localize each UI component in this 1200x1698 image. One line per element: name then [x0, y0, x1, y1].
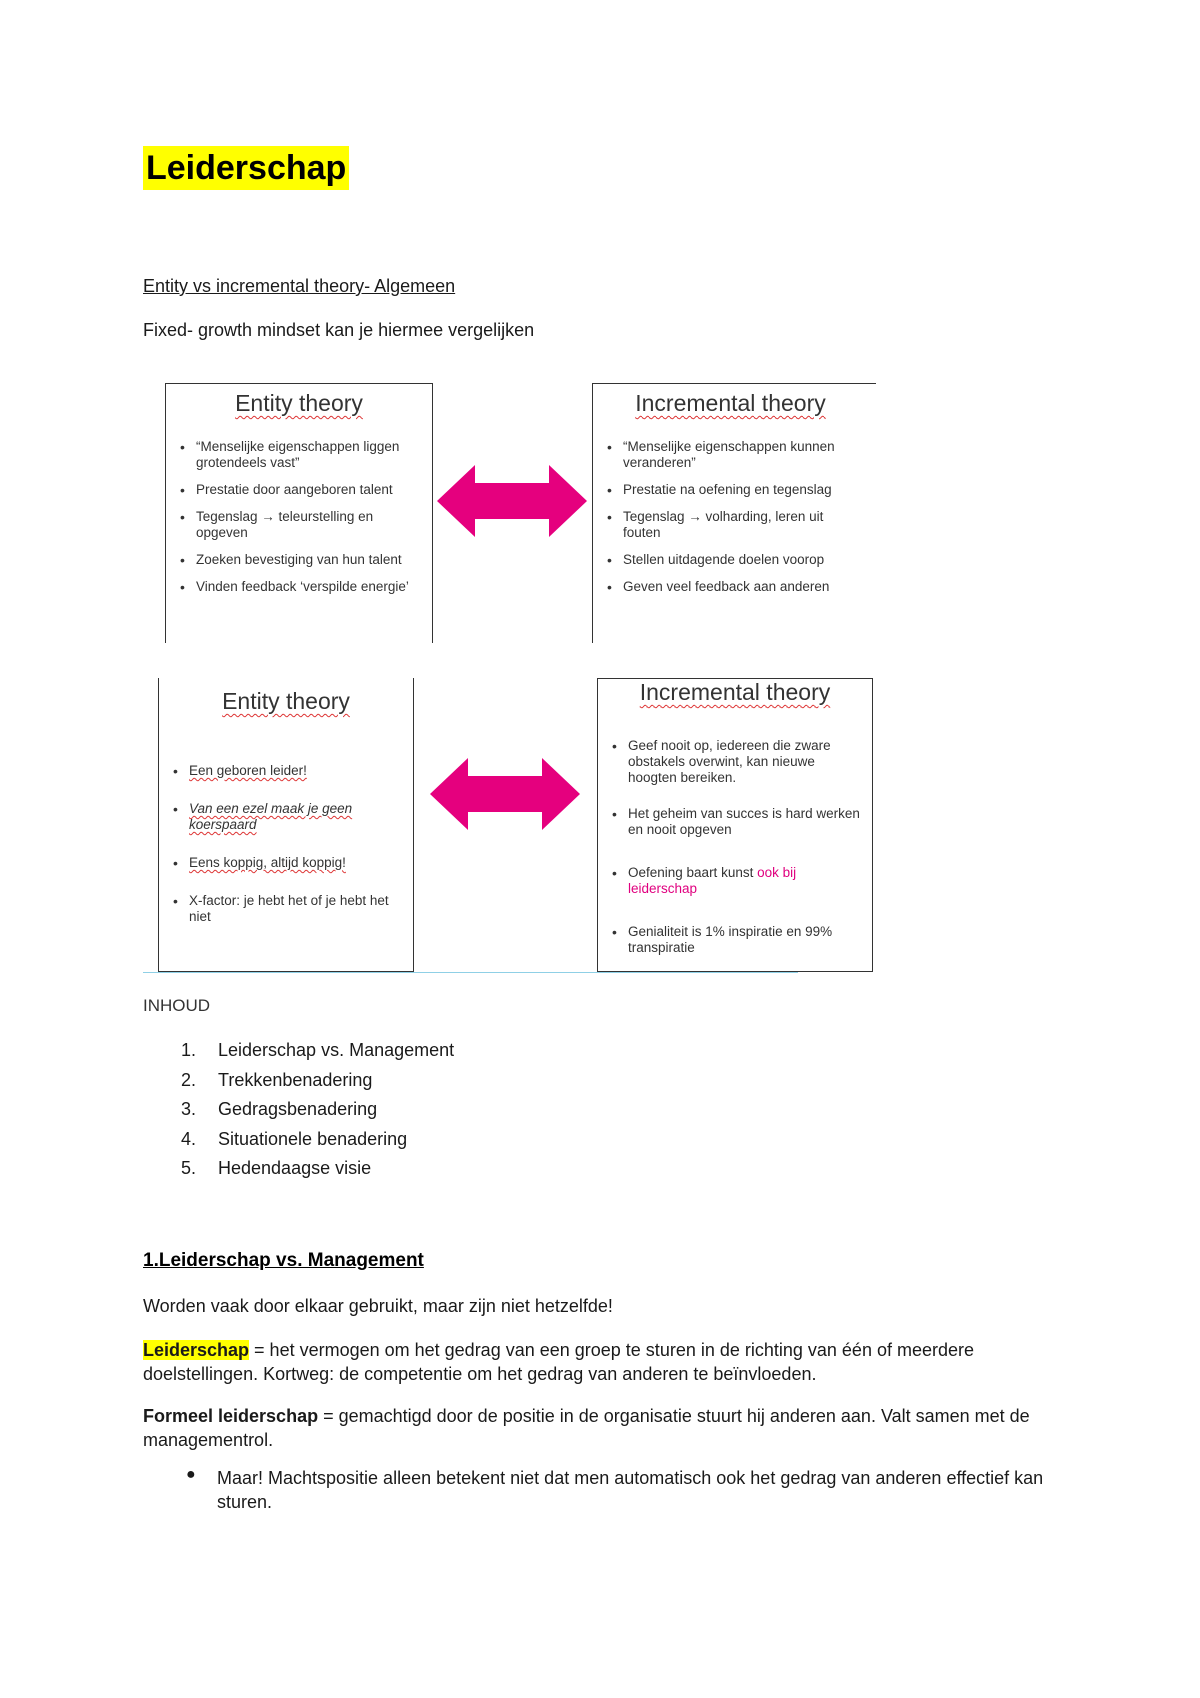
paragraph: Leiderschap = het vermogen om het gedrag van een groep te sturen in de richting van één of meerdere doelstellingen. Kortweg: de competentie om het gedrag van anderen te beïnvloeden.	[143, 1340, 975, 1384]
term-highlight: Leiderschap	[143, 1340, 250, 1360]
intro-text: Fixed- growth mindset kan je hiermee vergelijken	[143, 320, 535, 340]
list-item: • Oefening baart kunst ook bij leiderschap	[608, 865, 862, 897]
highlight-text: ook bij leiderschap	[628, 865, 797, 896]
list-item: • Eens koppig, altijd koppig!	[169, 855, 403, 871]
subtitle: Entity vs incremental theory- Algemeen	[143, 276, 456, 296]
list-item: • Stellen uitdagende doelen voorop	[603, 552, 858, 568]
slide-entity-theory-bottom	[158, 678, 414, 972]
list-item: • Tegenslag → teleurstelling en opgeven	[176, 509, 422, 541]
arrow-shape	[437, 465, 587, 537]
list-item: • Geef nooit op, iedereen die zware obstakels overwint, kan nieuwe hoogten bereiken.	[608, 738, 862, 786]
arrow-shape	[430, 758, 580, 830]
list-item: • Van een ezel maak je geen koerspaard	[169, 801, 403, 833]
slide-title: Entity theory	[235, 390, 363, 416]
list-item: • Geven veel feedback aan anderen	[603, 579, 858, 595]
bullet-text: Maar! Machtspositie alleen betekent niet dat men automatisch ook het gedrag van anderen effectief kan sturen.	[217, 1468, 1044, 1512]
section-heading: 1.Leiderschap vs. Management	[143, 1250, 424, 1271]
list-item: • Tegenslag → volharding, leren uit fouten	[603, 509, 858, 541]
double-arrow-icon	[437, 465, 587, 537]
bullet-icon: ●	[186, 1466, 196, 1483]
slide-incremental-theory-top	[592, 383, 868, 643]
slide-title: Incremental theory	[635, 390, 826, 416]
list-item: • “Menselijke eigenschappen liggen grotendeels vast”	[176, 439, 422, 471]
slide-incremental-theory-bottom	[597, 678, 873, 972]
paragraph: Formeel leiderschap = gemachtigd door de positie in de organisatie stuurt hij anderen aan. Valt samen met de managementrol.	[143, 1406, 1030, 1450]
double-arrow-icon	[430, 758, 580, 830]
slide-title: Incremental theory	[639, 679, 831, 705]
divider	[143, 972, 798, 973]
list-item: • Zoeken bevestiging van hun talent	[176, 552, 422, 568]
contents-label: INHOUD	[143, 996, 211, 1015]
list-item: • Prestatie door aangeboren talent	[176, 482, 422, 498]
list-item: • X-factor: je hebt het of je hebt het niet	[169, 893, 403, 925]
list-item: • Het geheim van succes is hard werken en nooit opgeven	[608, 806, 862, 838]
list-item: • Een geboren leider!	[169, 763, 403, 779]
list-item: • Vinden feedback ‘verspilde energie’	[176, 579, 422, 595]
term-bold: Formeel leiderschap	[143, 1406, 319, 1426]
page-title: Leiderschap	[143, 146, 349, 190]
list-item: • Prestatie na oefening en tegenslag	[603, 482, 858, 498]
slide-entity-theory-top	[165, 383, 433, 643]
paragraph: Worden vaak door elkaar gebruikt, maar zijn niet hetzelfde!	[143, 1296, 613, 1316]
slide-title: Entity theory	[222, 688, 350, 714]
list-item: • Genialiteit is 1% inspiratie en 99% transpiratie	[608, 924, 862, 956]
list-item: • “Menselijke eigenschappen kunnen veranderen”	[603, 439, 858, 471]
